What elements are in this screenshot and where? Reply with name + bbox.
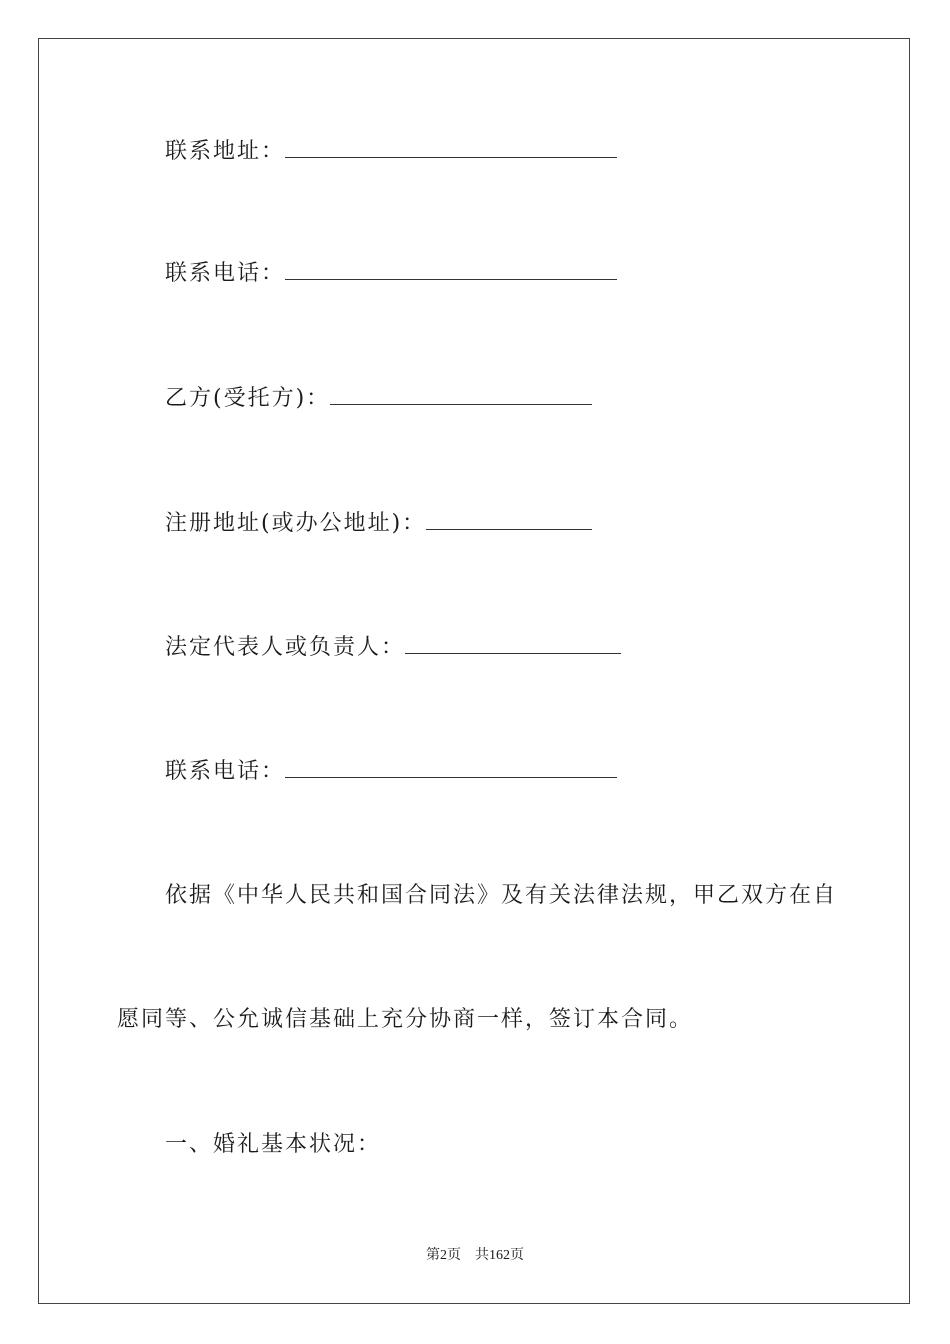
legal-rep-label: 法定代表人或负责人： [165, 635, 406, 660]
contact-phone-blank-2[interactable] [285, 757, 617, 778]
contact-phone-row-1 [165, 259, 617, 288]
party-b-label: 乙方(受托方)： [165, 386, 331, 411]
page-border [38, 38, 910, 1304]
contact-phone-row-2 [165, 757, 617, 786]
party-b-row [165, 384, 592, 413]
contact-address-blank[interactable] [285, 137, 617, 158]
contact-phone-label-1: 联系电话： [165, 261, 286, 286]
total-pages: 共162页 [475, 1248, 524, 1263]
paragraph-line-2: 愿同等、公允诚信基础上充分协商一样，签订本合同。 [117, 1007, 694, 1032]
contact-address-row [165, 137, 617, 166]
registered-address-blank[interactable] [426, 509, 592, 530]
page-footer [0, 1247, 950, 1265]
party-b-blank[interactable] [330, 384, 592, 405]
registered-address-row [165, 509, 592, 538]
paragraph-line-1: 依据《中华人民共和国合同法》及有关法律法规，甲乙双方在自 [165, 883, 838, 908]
contact-phone-label-2: 联系电话： [165, 759, 286, 784]
legal-rep-blank[interactable] [405, 633, 621, 654]
section-heading: 一、婚礼基本状况： [165, 1132, 382, 1157]
legal-rep-row [165, 633, 621, 662]
page-number: 第2页 [426, 1248, 461, 1263]
registered-address-label: 注册地址(或办公地址)： [165, 511, 427, 536]
contact-address-label: 联系地址： [165, 139, 286, 164]
contact-phone-blank-1[interactable] [285, 259, 617, 280]
